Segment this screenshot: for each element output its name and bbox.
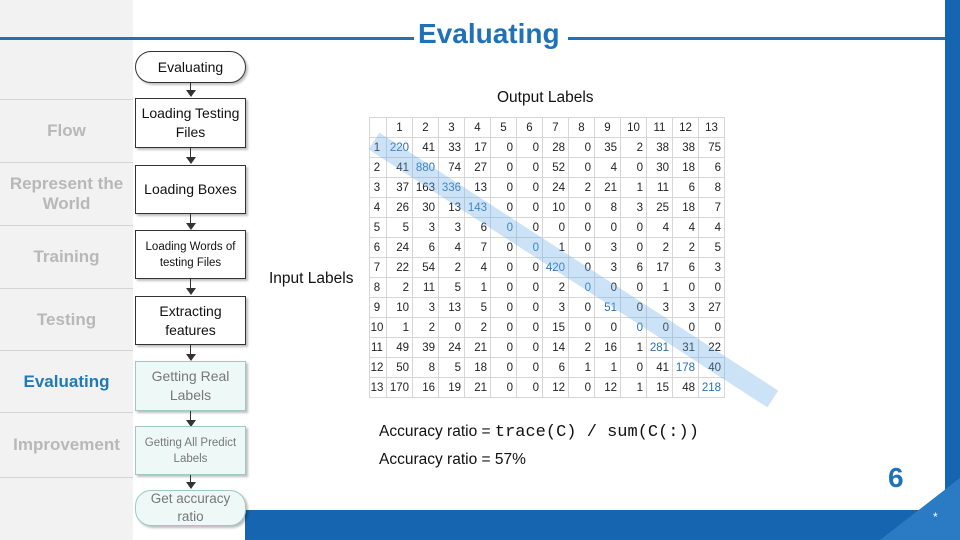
matrix-col-header: 6 (517, 118, 543, 138)
matrix-cell: 7 (465, 238, 491, 258)
matrix-cell: 8 (595, 198, 621, 218)
matrix-cell: 0 (699, 318, 725, 338)
matrix-cell: 6 (699, 158, 725, 178)
matrix-col-header: 12 (673, 118, 699, 138)
sidebar-item-flow[interactable] (0, 99, 133, 162)
matrix-cell: 13 (439, 298, 465, 318)
matrix-cell: 8 (699, 178, 725, 198)
matrix-cell: 6 (673, 178, 699, 198)
matrix-row-header: 5 (370, 218, 387, 238)
matrix-cell: 0 (569, 298, 595, 318)
matrix-cell: 0 (517, 318, 543, 338)
matrix-cell: 0 (491, 378, 517, 398)
matrix-cell: 16 (595, 338, 621, 358)
matrix-cell: 22 (699, 338, 725, 358)
output-labels-caption: Output Labels (497, 89, 594, 106)
matrix-cell: 24 (439, 338, 465, 358)
matrix-cell: 39 (413, 338, 439, 358)
matrix-cell: 4 (673, 218, 699, 238)
flow-step-getting-predict-labels: Getting All Predict Labels (135, 426, 246, 475)
matrix-diagonal-cell: 0 (491, 218, 517, 238)
matrix-cell: 41 (647, 358, 673, 378)
matrix-diagonal-cell: 0 (517, 238, 543, 258)
matrix-cell: 35 (595, 138, 621, 158)
sidebar-item-label: Flow (47, 121, 86, 140)
matrix-cell: 18 (673, 198, 699, 218)
matrix-diagonal-cell: 178 (673, 358, 699, 378)
flow-step-get-accuracy-ratio: Get accuracy ratio (135, 490, 246, 526)
sidebar-item-label: Training (33, 247, 100, 266)
matrix-cell: 0 (569, 198, 595, 218)
matrix-cell: 0 (491, 298, 517, 318)
matrix-cell: 0 (491, 178, 517, 198)
matrix-cell: 12 (595, 378, 621, 398)
matrix-cell: 0 (491, 198, 517, 218)
matrix-cell: 17 (647, 258, 673, 278)
matrix-row (370, 218, 725, 238)
matrix-cell: 0 (673, 278, 699, 298)
matrix-cell: 0 (517, 218, 543, 238)
matrix-cell: 2 (621, 138, 647, 158)
confusion-matrix (369, 117, 725, 398)
sidebar-item-training[interactable] (0, 225, 133, 288)
matrix-cell: 1 (595, 358, 621, 378)
matrix-cell: 18 (673, 158, 699, 178)
matrix-cell: 0 (569, 138, 595, 158)
matrix-diagonal-cell: 220 (387, 138, 413, 158)
flow-step-getting-real-labels: Getting Real Labels (135, 361, 246, 411)
sidebar-item-label: Evaluating (23, 371, 110, 391)
matrix-row (370, 318, 725, 338)
flow-connector (190, 148, 191, 157)
matrix-cell: 0 (595, 318, 621, 338)
matrix-cell: 1 (543, 238, 569, 258)
flow-connector (190, 345, 191, 354)
matrix-cell: 5 (699, 238, 725, 258)
matrix-cell: 31 (673, 338, 699, 358)
matrix-row-header: 12 (370, 358, 387, 378)
matrix-col-header: 9 (595, 118, 621, 138)
matrix-cell: 3 (413, 298, 439, 318)
matrix-cell: 22 (387, 258, 413, 278)
sidebar-item-improvement[interactable] (0, 412, 133, 478)
matrix-cell: 4 (595, 158, 621, 178)
matrix-corner (370, 118, 387, 138)
matrix-cell: 1 (621, 378, 647, 398)
flow-step-extracting-features: Extracting features (135, 296, 246, 345)
matrix-diagonal-cell: 0 (569, 278, 595, 298)
sidebar-item-label: Testing (36, 309, 97, 329)
matrix-cell: 24 (387, 238, 413, 258)
matrix-row (370, 358, 725, 378)
matrix-diagonal-cell: 880 (413, 158, 439, 178)
matrix-cell: 0 (491, 358, 517, 378)
accuracy-result: Accuracy ratio = 57% (379, 451, 526, 468)
matrix-diagonal-cell: 336 (439, 178, 465, 198)
matrix-cell: 0 (491, 258, 517, 278)
formula-prefix: Accuracy ratio = (379, 423, 495, 440)
matrix-cell: 3 (439, 218, 465, 238)
matrix-row (370, 378, 725, 398)
matrix-cell: 41 (413, 138, 439, 158)
matrix-cell: 1 (465, 278, 491, 298)
formula-expression: trace(C) / sum(C(:)) (494, 423, 699, 442)
matrix-cell: 3 (413, 218, 439, 238)
matrix-cell: 0 (517, 258, 543, 278)
matrix-row-header: 3 (370, 178, 387, 198)
matrix-row (370, 258, 725, 278)
matrix-cell: 3 (647, 298, 673, 318)
matrix-cell: 12 (543, 378, 569, 398)
matrix-row (370, 198, 725, 218)
matrix-row-header: 8 (370, 278, 387, 298)
flow-connector (190, 411, 191, 420)
matrix-cell: 3 (595, 238, 621, 258)
matrix-cell: 1 (647, 278, 673, 298)
matrix-cell: 1 (569, 358, 595, 378)
matrix-cell: 3 (673, 298, 699, 318)
matrix-diagonal-cell: 420 (543, 258, 569, 278)
matrix-cell: 33 (439, 138, 465, 158)
matrix-row-header: 10 (370, 318, 387, 338)
matrix-col-header: 3 (439, 118, 465, 138)
matrix-cell: 49 (387, 338, 413, 358)
matrix-cell: 0 (491, 158, 517, 178)
matrix-cell: 3 (699, 258, 725, 278)
matrix-cell: 0 (621, 298, 647, 318)
matrix-cell: 4 (699, 218, 725, 238)
matrix-cell: 15 (647, 378, 673, 398)
matrix-cell: 21 (465, 338, 491, 358)
matrix-cell: 15 (543, 318, 569, 338)
matrix-cell: 6 (465, 218, 491, 238)
matrix-cell: 10 (543, 198, 569, 218)
page-number: 6 (888, 462, 904, 493)
matrix-cell: 0 (569, 238, 595, 258)
matrix-cell: 25 (647, 198, 673, 218)
matrix-cell: 17 (465, 138, 491, 158)
matrix-cell: 52 (543, 158, 569, 178)
flow-arrow-icon (186, 223, 196, 230)
matrix-row (370, 338, 725, 358)
matrix-col-header: 5 (491, 118, 517, 138)
matrix-row (370, 278, 725, 298)
matrix-cell: 2 (413, 318, 439, 338)
matrix-cell: 21 (595, 178, 621, 198)
matrix-cell: 0 (621, 238, 647, 258)
matrix-cell: 0 (517, 278, 543, 298)
title-rule-right (568, 37, 945, 40)
matrix-cell: 5 (439, 278, 465, 298)
matrix-cell: 0 (517, 178, 543, 198)
matrix-col-header: 10 (621, 118, 647, 138)
matrix-col-header: 11 (647, 118, 673, 138)
matrix-cell: 0 (517, 378, 543, 398)
sidebar-item-label: Represent the World (9, 174, 124, 213)
matrix-cell: 2 (647, 238, 673, 258)
matrix-row (370, 178, 725, 198)
matrix-cell: 30 (647, 158, 673, 178)
matrix-cell: 13 (465, 178, 491, 198)
matrix-cell: 74 (439, 158, 465, 178)
matrix-cell: 21 (465, 378, 491, 398)
bottom-accent-bar (245, 510, 960, 540)
matrix-cell: 0 (517, 338, 543, 358)
matrix-cell: 2 (543, 278, 569, 298)
matrix-cell: 0 (491, 238, 517, 258)
matrix-cell: 18 (465, 358, 491, 378)
matrix-cell: 2 (569, 178, 595, 198)
flow-connector (190, 83, 191, 90)
flow-arrow-icon (186, 482, 196, 489)
matrix-cell: 0 (569, 318, 595, 338)
matrix-cell: 0 (569, 258, 595, 278)
matrix-cell: 16 (413, 378, 439, 398)
matrix-cell: 2 (673, 238, 699, 258)
matrix-cell: 24 (543, 178, 569, 198)
matrix-row-header: 2 (370, 158, 387, 178)
page-title: Evaluating (418, 18, 560, 49)
matrix-cell: 28 (543, 138, 569, 158)
matrix-cell: 0 (673, 318, 699, 338)
matrix-cell: 0 (517, 298, 543, 318)
sidebar (0, 0, 133, 540)
matrix-row-header: 7 (370, 258, 387, 278)
matrix-row-header: 13 (370, 378, 387, 398)
matrix-cell: 10 (387, 298, 413, 318)
matrix-cell: 50 (387, 358, 413, 378)
matrix-cell: 27 (699, 298, 725, 318)
matrix-cell: 30 (413, 198, 439, 218)
matrix-cell: 0 (517, 138, 543, 158)
matrix-cell: 6 (673, 258, 699, 278)
matrix-cell: 1 (621, 178, 647, 198)
matrix-diagonal-cell: 281 (647, 338, 673, 358)
matrix-cell: 0 (491, 138, 517, 158)
right-accent-strip (945, 0, 960, 540)
accuracy-formula (379, 423, 699, 442)
matrix-cell: 0 (621, 358, 647, 378)
matrix-cell: 38 (647, 138, 673, 158)
flow-step-loading-boxes: Loading Boxes (135, 165, 246, 214)
flow-step-loading-testing-files: Loading Testing Files (135, 98, 246, 148)
matrix-cell: 0 (595, 218, 621, 238)
matrix-cell: 0 (439, 318, 465, 338)
matrix-row-header: 1 (370, 138, 387, 158)
matrix-cell: 4 (465, 258, 491, 278)
matrix-cell: 26 (387, 198, 413, 218)
matrix-diagonal-cell: 143 (465, 198, 491, 218)
matrix-cell: 6 (621, 258, 647, 278)
matrix-cell: 19 (439, 378, 465, 398)
matrix-cell: 0 (491, 338, 517, 358)
matrix-cell: 0 (621, 218, 647, 238)
matrix-cell: 5 (387, 218, 413, 238)
flow-connector (190, 475, 191, 482)
matrix-cell: 11 (413, 278, 439, 298)
matrix-cell: 2 (569, 338, 595, 358)
flow-arrow-icon (186, 354, 196, 361)
matrix-cell: 6 (543, 358, 569, 378)
sidebar-item-testing[interactable] (0, 288, 133, 350)
matrix-cell: 0 (621, 158, 647, 178)
matrix-cell: 0 (517, 198, 543, 218)
matrix-cell: 0 (621, 278, 647, 298)
flow-connector (190, 279, 191, 288)
matrix-cell: 3 (543, 298, 569, 318)
matrix-diagonal-cell: 0 (621, 318, 647, 338)
matrix-cell: 2 (387, 278, 413, 298)
matrix-cell: 4 (647, 218, 673, 238)
matrix-cell: 3 (595, 258, 621, 278)
matrix-cell: 54 (413, 258, 439, 278)
matrix-cell: 7 (699, 198, 725, 218)
matrix-col-header: 7 (543, 118, 569, 138)
matrix-cell: 0 (569, 218, 595, 238)
matrix-row-header: 9 (370, 298, 387, 318)
matrix-cell: 5 (465, 298, 491, 318)
sidebar-item-represent-the-world[interactable] (0, 162, 133, 225)
matrix-cell: 0 (543, 218, 569, 238)
flow-step-loading-words: Loading Words of testing Files (135, 230, 246, 279)
matrix-diagonal-cell: 218 (699, 378, 725, 398)
matrix-cell: 2 (465, 318, 491, 338)
matrix-cell: 13 (439, 198, 465, 218)
sidebar-item-label: Improvement (13, 435, 120, 454)
matrix-col-header: 1 (387, 118, 413, 138)
matrix-row (370, 138, 725, 158)
matrix-cell: 0 (569, 378, 595, 398)
flow-arrow-icon (186, 157, 196, 164)
flow-step-evaluating: Evaluating (135, 51, 246, 83)
matrix-row-header: 4 (370, 198, 387, 218)
matrix-cell: 14 (543, 338, 569, 358)
matrix-row-header: 11 (370, 338, 387, 358)
matrix-cell: 75 (699, 138, 725, 158)
matrix-cell: 5 (439, 358, 465, 378)
matrix-cell: 41 (387, 158, 413, 178)
matrix-cell: 1 (387, 318, 413, 338)
matrix-diagonal-cell: 51 (595, 298, 621, 318)
matrix-cell: 40 (699, 358, 725, 378)
matrix-cell: 1 (621, 338, 647, 358)
matrix-cell: 0 (491, 278, 517, 298)
matrix-cell: 0 (647, 318, 673, 338)
matrix-cell: 3 (621, 198, 647, 218)
sidebar-item-evaluating[interactable] (0, 350, 133, 412)
flow-connector (190, 214, 191, 223)
matrix-cell: 2 (439, 258, 465, 278)
matrix-cell: 8 (413, 358, 439, 378)
matrix-col-header: 4 (465, 118, 491, 138)
matrix-row (370, 238, 725, 258)
matrix-cell: 0 (699, 278, 725, 298)
matrix-col-header: 8 (569, 118, 595, 138)
matrix-cell: 38 (673, 138, 699, 158)
matrix-cell: 0 (517, 158, 543, 178)
matrix-row (370, 158, 725, 178)
matrix-cell: 4 (439, 238, 465, 258)
input-labels-caption: Input Labels (269, 270, 354, 287)
matrix-row-header: 6 (370, 238, 387, 258)
corner-mark: * (933, 510, 938, 524)
matrix-cell: 11 (647, 178, 673, 198)
matrix-cell: 0 (517, 358, 543, 378)
matrix-col-header: 13 (699, 118, 725, 138)
flow-arrow-icon (186, 90, 196, 97)
matrix-cell: 6 (413, 238, 439, 258)
matrix-header-row (370, 118, 725, 138)
matrix-row (370, 298, 725, 318)
matrix-cell: 163 (413, 178, 439, 198)
matrix-cell: 0 (595, 278, 621, 298)
matrix-cell: 0 (569, 158, 595, 178)
title-rule-left (0, 37, 414, 40)
matrix-col-header: 2 (413, 118, 439, 138)
matrix-cell: 27 (465, 158, 491, 178)
matrix-cell: 0 (491, 318, 517, 338)
matrix-cell: 170 (387, 378, 413, 398)
flow-arrow-icon (186, 288, 196, 295)
matrix-cell: 37 (387, 178, 413, 198)
matrix-cell: 48 (673, 378, 699, 398)
